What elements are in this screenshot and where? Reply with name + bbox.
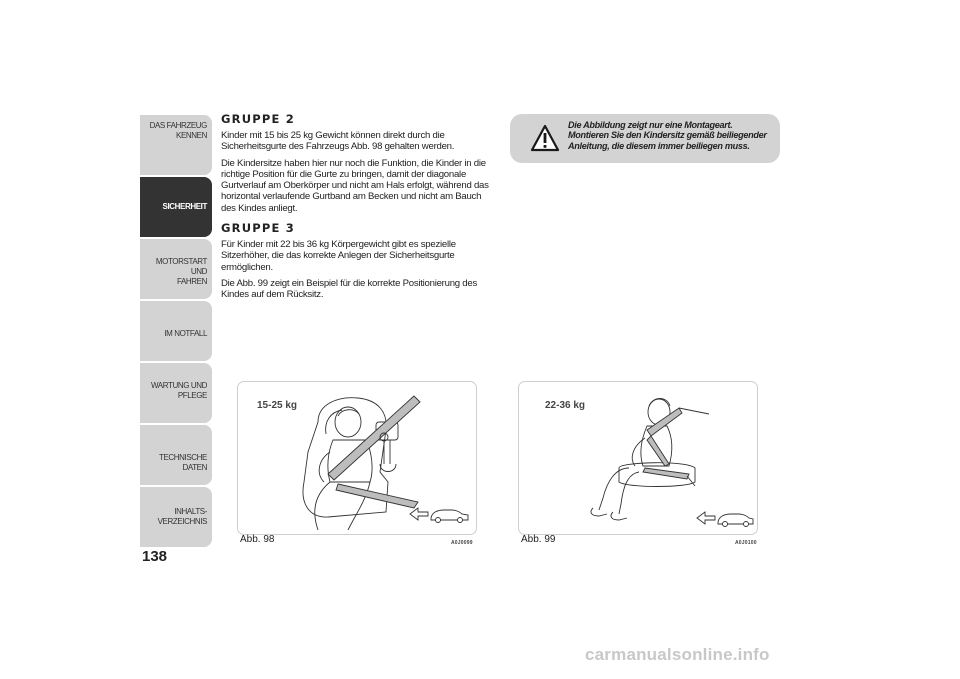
text-column [221,112,491,306]
figure-98 [237,381,477,535]
tab-technische-daten[interactable] [140,425,212,485]
paragraph: Die Kindersitze haben hier nur noch die Funktion, die Kinder in die richtige Position für die Gurte zu bringen, damit der diagonale Gurtverlauf am Oberkörper und nicht am Hals erfolgt, während das horizontal verlaufende Gurtband am Becken und nicht am Bauch des Kindes anliegt. [221,157,489,214]
tab-label: SICHERHEIT [162,202,207,211]
booster-seat-group3-illustration [519,382,757,534]
page-number: 138 [142,548,168,565]
figure-caption: Abb. 99 [521,534,556,545]
child-seat-group2-illustration [238,382,476,534]
figure-code: A0J0099 [451,540,473,546]
tab-inhaltsverzeichnis[interactable] [140,487,212,547]
watermark: carmanualsonline.info [585,645,770,664]
tab-label: IM NOTFALL [164,329,207,338]
tab-das-fahrzeug-kennen[interactable] [140,115,212,175]
warning-triangle-icon [530,124,560,152]
tab-label: DAS FAHRZEUG KENNEN [149,121,207,140]
warning-text: Die Abbildung zeigt nur eine Montageart. Montieren Sie den Kindersitz gemäß beiliegender Anleitung, die diesem immer beiliegen muss. [568,120,767,151]
tab-sicherheit[interactable] [140,177,212,237]
weight-label: 22-36 kg [545,400,586,411]
tab-wartung-und-pflege[interactable] [140,363,212,423]
weight-label: 15-25 kg [257,400,298,411]
warning-box [510,114,780,163]
figure-code: A0J0100 [735,540,757,546]
section-heading: GRUPPE 2 [221,112,295,126]
tab-label: TECHNISCHE DATEN [158,453,207,472]
paragraph: Kinder mit 15 bis 25 kg Gewicht können direkt durch die Sicherheitsgurte des Fahrzeugs Abb. 98 gehalten werden. [221,130,455,153]
paragraph: Die Abb. 99 zeigt ein Beispiel für die korrekte Positionierung des Kindes auf dem Rücksitz. [221,277,478,301]
paragraph: Für Kinder mit 22 bis 36 kg Körpergewicht gibt es spezielle Sitzerhöher, die das korrekte Anlegen der Sicherheitsgurte ermöglichen. [221,239,456,273]
tab-label: MOTORSTART UND FAHREN [155,257,207,286]
section-gruppe-2 [221,112,491,214]
section-gruppe-3 [221,221,491,300]
tab-label: INHALTS- VERZEICHNIS [157,507,207,526]
figure-99 [518,381,758,535]
section-heading: GRUPPE 3 [221,221,295,236]
tab-im-notfall[interactable] [140,301,212,361]
figure-caption: Abb. 98 [240,534,275,545]
tab-motorstart-und-fahren[interactable] [140,239,212,299]
tab-label: WARTUNG UND PFLEGE [150,381,207,400]
